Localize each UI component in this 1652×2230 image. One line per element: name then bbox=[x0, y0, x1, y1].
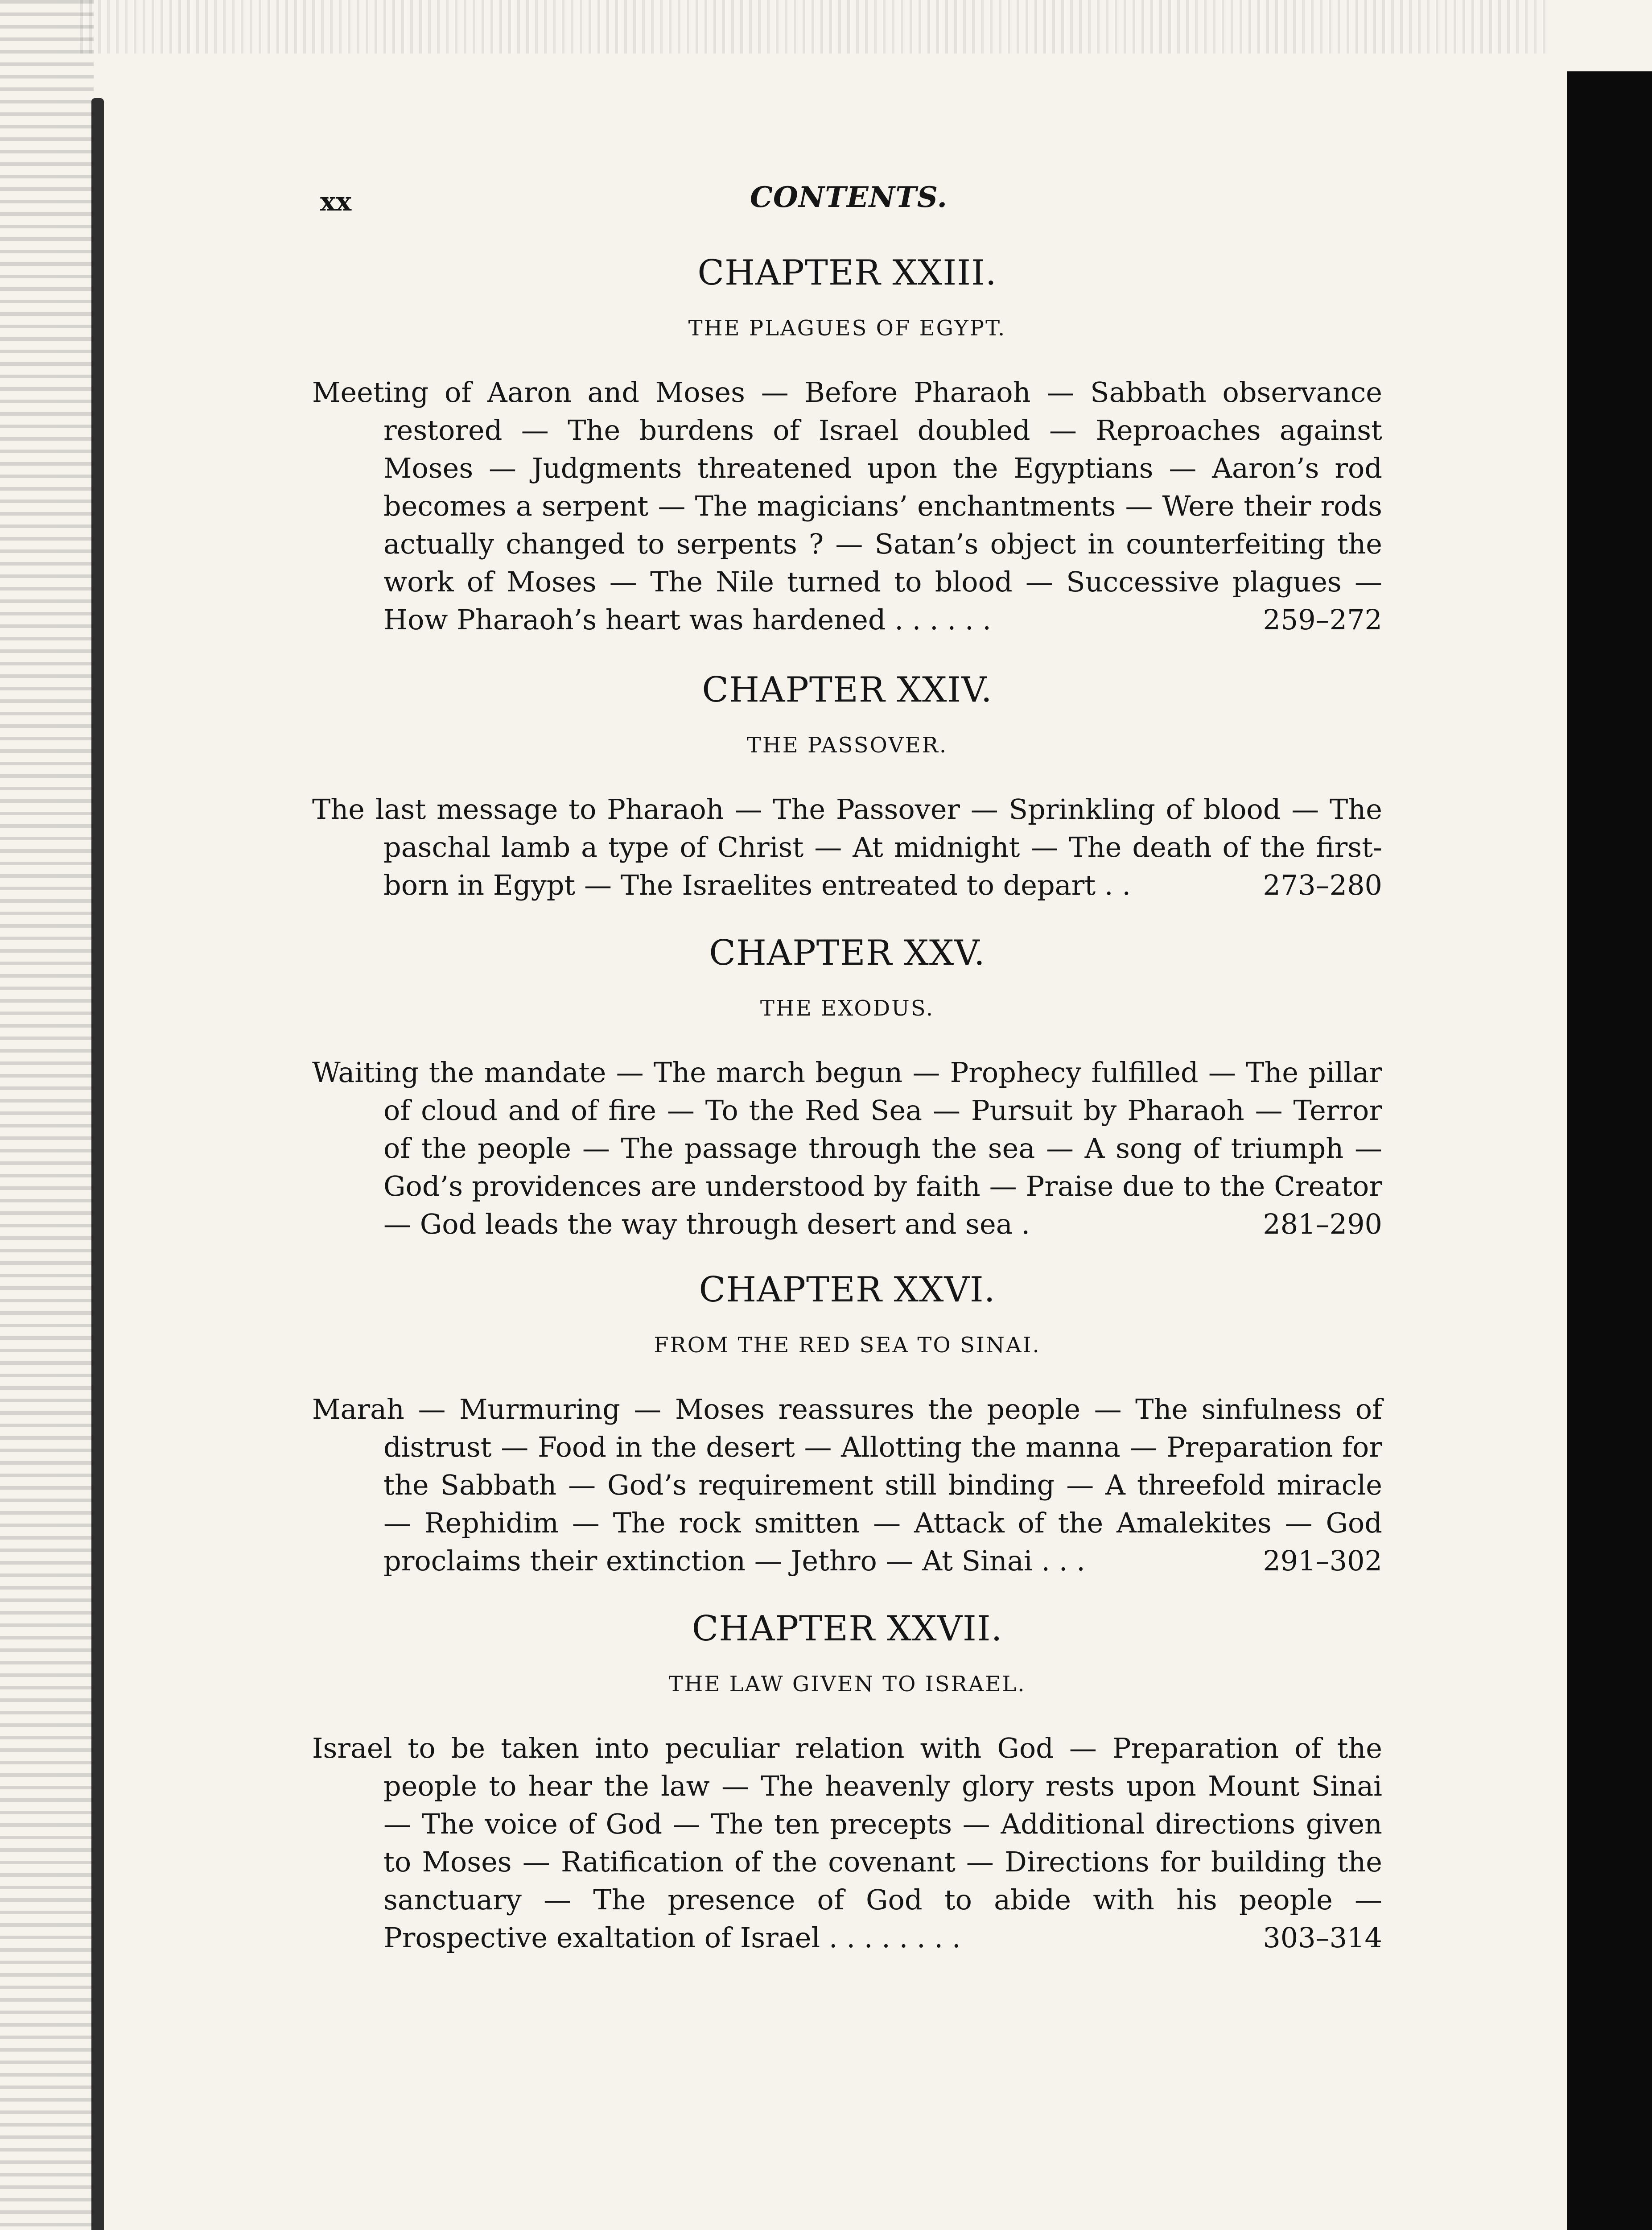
chapter-xxvi bbox=[312, 1271, 1382, 1580]
dark-binding-strip bbox=[1567, 71, 1652, 2230]
chapter-xxiv bbox=[312, 671, 1382, 904]
chapter-summary-text: Waiting the mandate — The march begun — Prophecy fulfilled — The pillar of cloud and of fire — To the Red Sea — Pursuit by Pharaoh — Terror of the people — The passage through the sea — A song of triumph — God’s providences are understood by faith — Praise due to the Creator — God leads the way through desert and sea . bbox=[312, 1056, 1382, 1241]
chapter-subtitle: THE PASSOVER. bbox=[746, 732, 948, 758]
scan-edge-top bbox=[80, 0, 1552, 54]
chapter-subtitle: THE PLAGUES OF EGYPT. bbox=[688, 315, 1006, 341]
chapter-xxvii bbox=[312, 1610, 1382, 1957]
chapter-summary bbox=[312, 1729, 1382, 1957]
page-range: 281–290 bbox=[1263, 1208, 1382, 1241]
chapter-heading: CHAPTER XXIV. bbox=[702, 670, 993, 710]
chapter-summary bbox=[312, 790, 1382, 904]
chapter-subtitle: FROM THE RED SEA TO SINAI. bbox=[654, 1332, 1041, 1358]
chapter-subtitle: THE EXODUS. bbox=[760, 995, 935, 1021]
binding-line bbox=[91, 98, 104, 2230]
page-numeral: xx bbox=[320, 186, 352, 217]
chapter-summary bbox=[312, 1053, 1382, 1243]
chapter-summary bbox=[312, 1390, 1382, 1580]
chapter-heading: CHAPTER XXIII. bbox=[697, 253, 997, 293]
chapter-heading: CHAPTER XXVI. bbox=[699, 1270, 996, 1310]
chapter-summary bbox=[312, 373, 1382, 639]
page-range: 259–272 bbox=[1263, 603, 1382, 636]
page-range: 273–280 bbox=[1263, 869, 1382, 902]
page-title: CONTENTS. bbox=[750, 181, 948, 214]
page-range: 303–314 bbox=[1263, 1921, 1382, 1954]
page-range: 291–302 bbox=[1263, 1544, 1382, 1578]
chapter-heading: CHAPTER XXVII. bbox=[692, 1609, 1003, 1649]
chapter-xxiii bbox=[312, 254, 1382, 639]
chapter-heading: CHAPTER XXV. bbox=[709, 933, 985, 973]
chapter-xxv bbox=[312, 934, 1382, 1243]
scan-edge-left bbox=[0, 0, 94, 2230]
chapter-summary-text: The last message to Pharaoh — The Passover — Sprinkling of blood — The paschal lamb a type of Christ — At midnight — The death of the first-born in Egypt — The Israelites entreated to depart . . bbox=[312, 793, 1382, 902]
chapter-summary-text: Meeting of Aaron and Moses — Before Pharaoh — Sabbath observance restored — The burdens of Israel doubled — Reproaches against Moses — Judgments threatened upon the Egyptians — Aaron’s rod becomes a serpent — The magicians’ enchantments — Were their rods actually changed to serpents ? — Satan’s object in counterfeiting the work of Moses — The Nile turned to blood — Successive plagues — How Pharaoh’s heart was hardened . . . . . . bbox=[312, 376, 1382, 636]
chapter-summary-text: Israel to be taken into peculiar relation with God — Preparation of the people to hear the law — The heavenly glory rests upon Mount Sinai — The voice of God — The ten precepts — Additional directions given to Moses — Ratification of the covenant — Directions for building the sanctuary — The presence of God to abide with his people — Prospective exaltation of Israel . . . . . . . . bbox=[312, 1732, 1382, 1954]
chapter-subtitle: THE LAW GIVEN TO ISRAEL. bbox=[668, 1671, 1026, 1697]
chapter-summary-text: Marah — Murmuring — Moses reassures the people — The sinfulness of distrust — Food in the desert — Allotting the manna — Preparation for the Sabbath — God’s requirement still binding — A threefold miracle — Rephidim — The rock smitten — Attack of the Amalekites — God proclaims their extinction — Jethro — At Sinai . . . bbox=[312, 1393, 1382, 1578]
